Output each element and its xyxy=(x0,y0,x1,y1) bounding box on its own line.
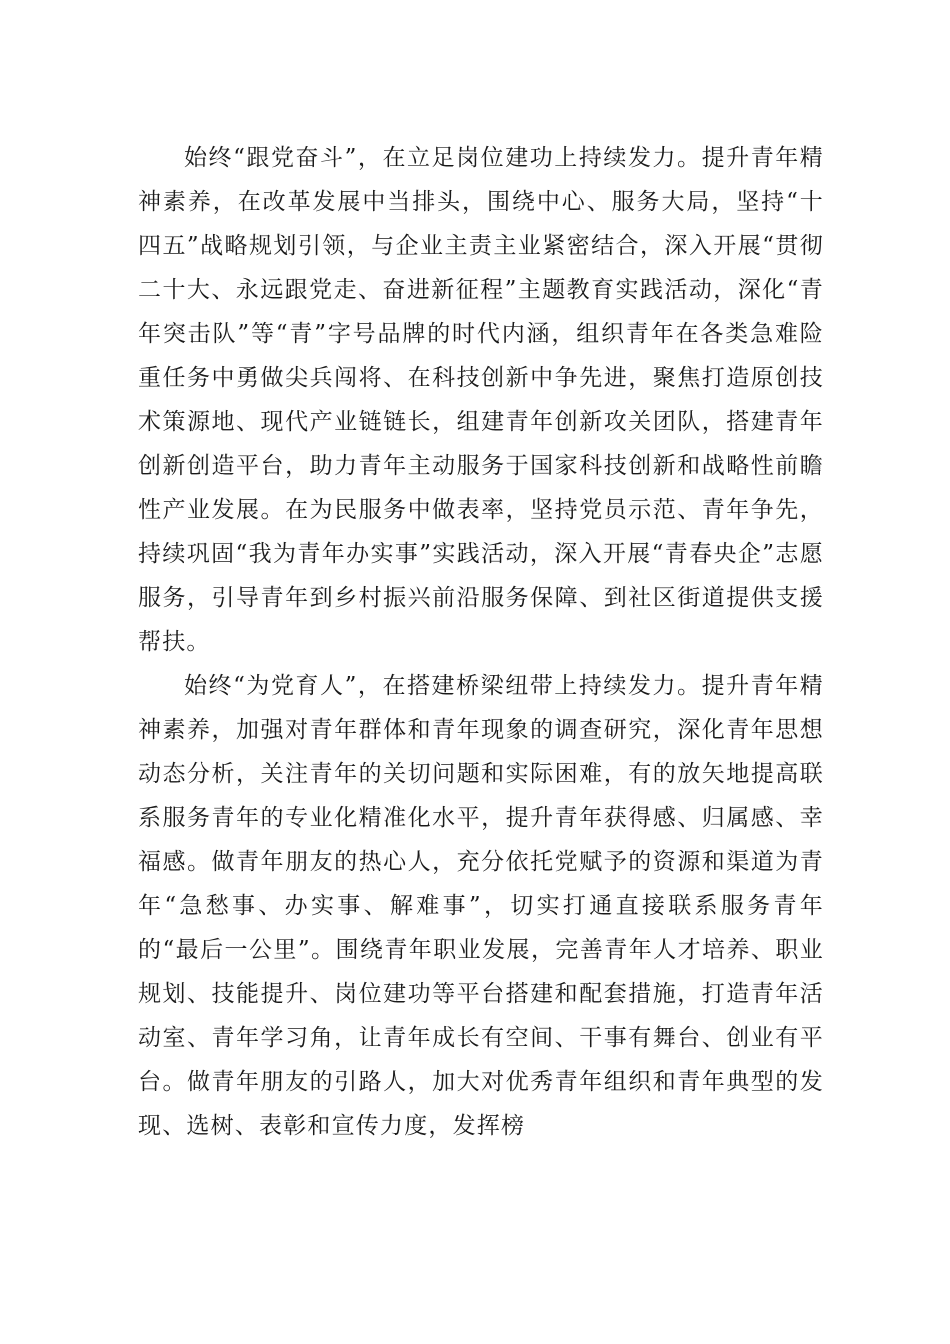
paragraph-1: 始终“跟党奋斗”，在立足岗位建功上持续发力。提升青年精神素养，在改革发展中当排头，围绕中心、服务大局，坚持“十四五”战略规划引领，与企业主责主业紧密结合，深入开展“贯彻二十大、永远跟党走、奋进新征程”主题教育实践活动，深化“青年突击队”等“青”字号品牌的时代内涵，组织青年在各类急难险重任务中勇做尖兵闯将、在科技创新中争先进，聚焦打造原创技术策源地、现代产业链链长，组建青年创新攻关团队，搭建青年创新创造平台，助力青年主动服务于国家科技创新和战略性前瞻性产业发展。在为民服务中做表率，坚持党员示范、青年争先，持续巩固“我为青年办实事”实践活动，深入开展“青春央企”志愿服务，引导青年到乡村振兴前沿服务保障、到社区街道提供支援帮扶。 xyxy=(138,145,824,655)
paragraph-2: 始终“为党育人”，在搭建桥梁纽带上持续发力。提升青年精神素养，加强对青年群体和青年现象的调查研究，深化青年思想动态分析，关注青年的关切问题和实际困难，有的放矢地提高联系服务青年的专业化精准化水平，提升青年获得感、归属感、幸福感。做青年朋友的热心人，充分依托党赋予的资源和渠道为青年“急愁事、办实事、解难事”，切实打通直接联系服务青年的“最后一公里”。围绕青年职业发展，完善青年人才培养、职业规划、技能提升、岗位建功等平台搭建和配套措施，打造青年活动室、青年学习角，让青年成长有空间、干事有舞台、创业有平台。做青年朋友的引路人，加大对优秀青年组织和青年典型的发现、选树、表彰和宣传力度，发挥榜 xyxy=(138,673,824,1139)
document-body xyxy=(138,136,824,1148)
